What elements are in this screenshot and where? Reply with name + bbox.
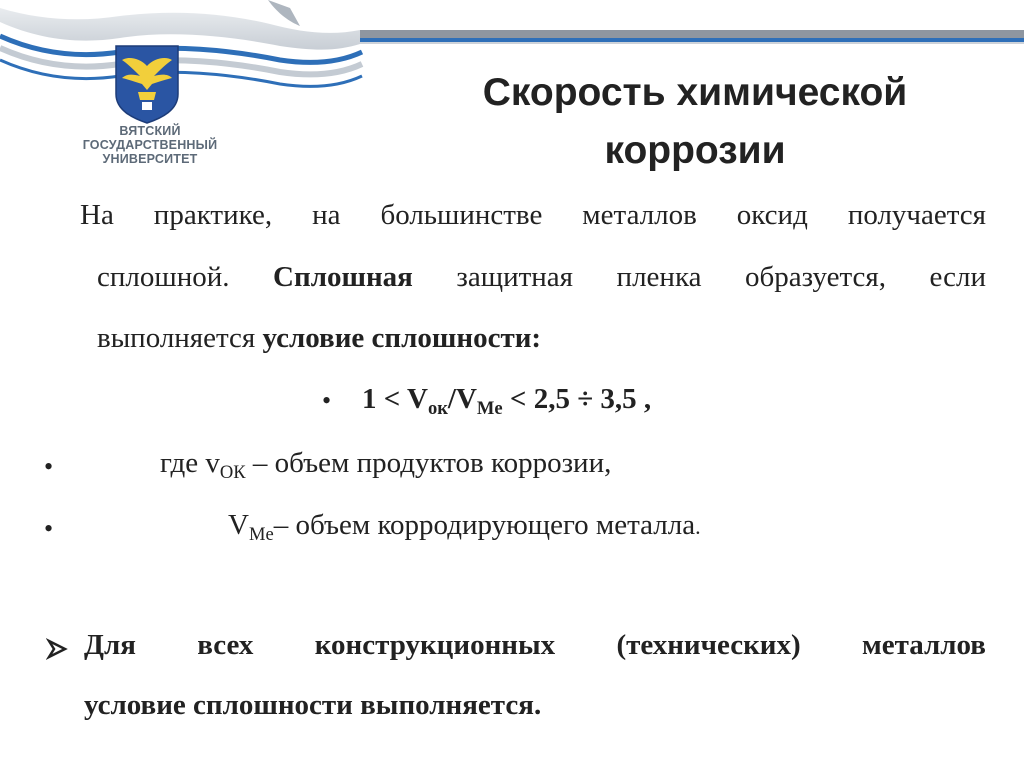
university-line: ВЯТСКИЙ bbox=[119, 124, 181, 138]
bullet-dot: • bbox=[44, 452, 54, 481]
definition-line bbox=[228, 509, 701, 545]
slide-title bbox=[420, 64, 970, 180]
paragraph-line: На практике, на большинстве металлов оксид получается bbox=[80, 199, 986, 231]
formula-subscript: ОК bbox=[219, 462, 246, 483]
text-fragment: – объем продуктов коррозии, bbox=[245, 447, 612, 479]
university-crest-icon bbox=[112, 44, 182, 124]
paragraph-line bbox=[97, 262, 986, 292]
formula bbox=[362, 383, 652, 419]
text-fragment: сплошной. bbox=[97, 261, 274, 293]
emphasis-text: Сплошная bbox=[273, 261, 413, 293]
conclusion-line bbox=[84, 630, 986, 660]
university-line: ГОСУДАРСТВЕННЫЙ bbox=[82, 138, 218, 152]
formula-part: < 2,5 ÷ 3,5 , bbox=[502, 383, 652, 415]
text-fragment: Для bbox=[84, 629, 136, 661]
arrow-bullet-icon bbox=[46, 638, 68, 660]
conclusion-line: условие сплошности выполняется. bbox=[84, 689, 542, 721]
formula-subscript: ок bbox=[427, 398, 448, 419]
emphasis-text: условие сплошности: bbox=[262, 322, 542, 354]
text-fragment: . bbox=[695, 514, 701, 539]
text-fragment: – объем корродирующего металла bbox=[273, 509, 696, 541]
university-line: УНИВЕРСИТЕТ bbox=[102, 152, 198, 166]
bullet-dot: • bbox=[322, 386, 332, 415]
title-line-2: коррозии bbox=[604, 129, 786, 172]
text-fragment: V bbox=[228, 509, 249, 541]
university-name bbox=[80, 124, 220, 166]
definition-line bbox=[160, 447, 612, 483]
text-fragment: (технических) bbox=[616, 629, 801, 661]
bullet-dot: • bbox=[44, 514, 54, 543]
text-fragment: выполняется bbox=[97, 322, 263, 354]
formula-part: 1 < V bbox=[362, 383, 428, 415]
text-fragment: металлов bbox=[862, 629, 986, 661]
title-line-1: Скорость химической bbox=[482, 71, 908, 114]
text-fragment: всех bbox=[197, 629, 254, 661]
text-fragment: конструкционных bbox=[314, 629, 556, 661]
text-fragment: защитная пленка образуется, если bbox=[412, 261, 986, 293]
text-fragment: где v bbox=[160, 447, 220, 479]
formula-part: /V bbox=[447, 383, 477, 415]
paragraph-line bbox=[97, 323, 541, 353]
formula-subscript: Me bbox=[248, 524, 274, 545]
formula-subscript: Me bbox=[476, 398, 503, 419]
